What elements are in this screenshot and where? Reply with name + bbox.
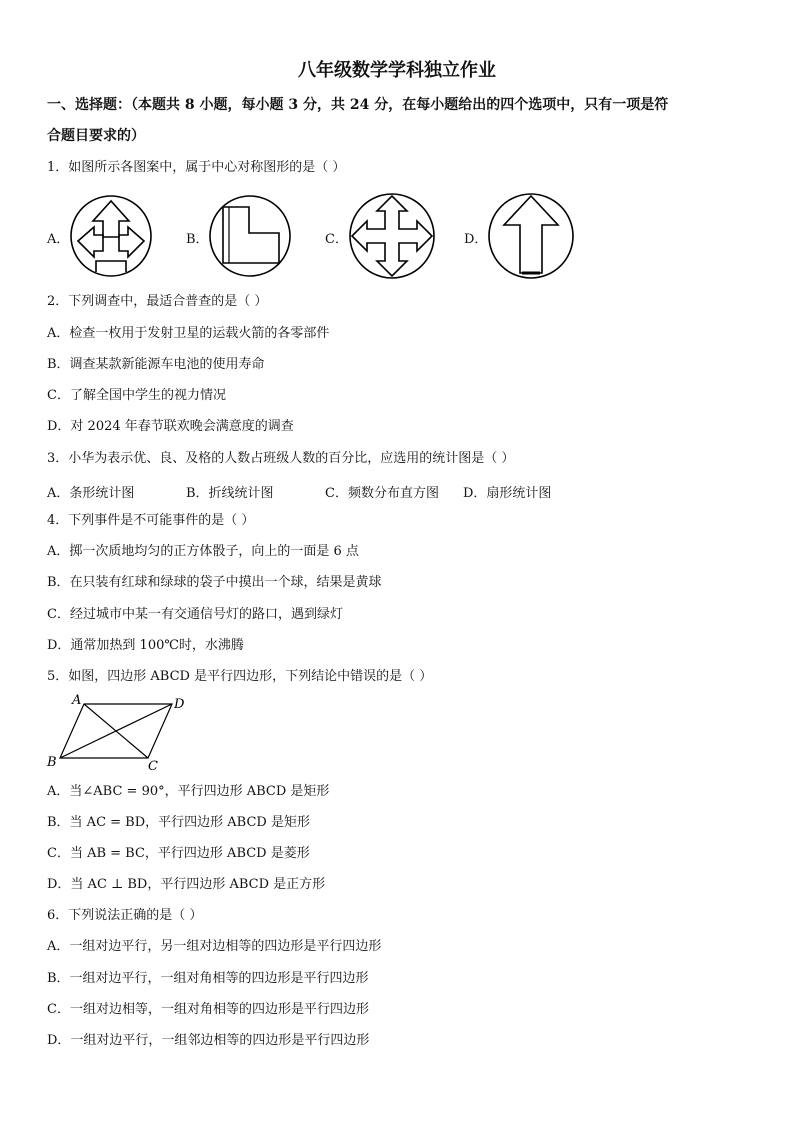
q6-option-b: B．一组对边平行，一组对角相等的四边形是平行四边形 [47,971,369,986]
q4-option-b: B．在只装有红球和绿球的袋子中摸出一个球，结果是黄球 [47,575,382,590]
q4-option-a: A．掷一次质地均匀的正方体骰子，向上的一面是 6 点 [47,544,359,559]
q6-stem: 6．下列说法正确的是（ ） [47,908,203,923]
q5-stem: 5．如图，四边形 ABCD 是平行四边形，下列结论中错误的是（ ） [47,669,433,684]
q3-option-a: A．条形统计图 [47,486,135,501]
q5-option-d: D．当 AC ⊥ BD，平行四边形 ABCD 是正方形 [47,877,326,892]
q1-figure-d [486,191,576,281]
q1-label-d: D． [464,232,488,247]
q1-label-a: A． [47,232,70,247]
q1-figure-c [347,191,437,281]
q1-label-b: B． [186,232,209,247]
q2-option-a: A．检查一枚用于发射卫星的运载火箭的各零部件 [47,326,330,341]
q5-option-b: B．当 AC = BD，平行四边形 ABCD 是矩形 [47,815,310,830]
q3-option-d: D．扇形统计图 [463,486,552,501]
q3-option-c: C．频数分布直方图 [325,486,439,501]
q1-figure-a [68,193,154,279]
section-heading-line2: 合题目要求的） [47,128,145,144]
q2-option-b: B．调查某款新能源车电池的使用寿命 [47,357,265,372]
vertex-b-label: B [47,755,57,770]
q1-label-c: C． [325,232,348,247]
q3-option-b: B．折线统计图 [186,486,274,501]
q6-option-c: C．一组对边相等，一组对角相等的四边形是平行四边形 [47,1002,369,1017]
q4-option-d: D．通常加热到 100℃时，水沸腾 [47,638,244,653]
q3-options [47,482,551,501]
vertex-d-label: D [174,697,185,712]
q5-option-a: A．当∠ABC = 90°，平行四边形 ABCD 是矩形 [47,784,330,799]
q4-option-c: C．经过城市中某一有交通信号灯的路口，遇到绿灯 [47,607,343,622]
q5-option-c: C．当 AB = BC，平行四边形 ABCD 是菱形 [47,846,310,861]
q1-figure-b [207,193,293,279]
page-title: 八年级数学学科独立作业 [298,60,496,81]
q2-stem: 2．下列调查中，最适合普查的是（ ） [47,294,268,309]
q6-option-a: A．一组对边平行，另一组对边相等的四边形是平行四边形 [47,939,382,954]
section-heading-line1: 一、选择题：（本题共 8 小题，每小题 3 分，共 24 分，在每小题给出的四个选项中，只有一项是符 [47,97,669,113]
q3-stem: 3．小华为表示优、良、及格的人数占班级人数的百分比，应选用的统计图是（ ） [47,451,515,466]
q2-option-d: D．对 2024 年春节联欢晚会满意度的调查 [47,419,294,434]
vertex-a-label: A [72,693,82,708]
q5-parallelogram-figure [44,692,194,774]
q4-stem: 4．下列事件是不可能事件的是（ ） [47,513,255,528]
q2-option-c: C．了解全国中学生的视力情况 [47,388,226,403]
q1-stem: 1．如图所示各图案中，属于中心对称图形的是（ ） [47,160,346,175]
q6-option-d: D．一组对边平行，一组邻边相等的四边形是平行四边形 [47,1033,370,1048]
vertex-c-label: C [148,759,158,774]
